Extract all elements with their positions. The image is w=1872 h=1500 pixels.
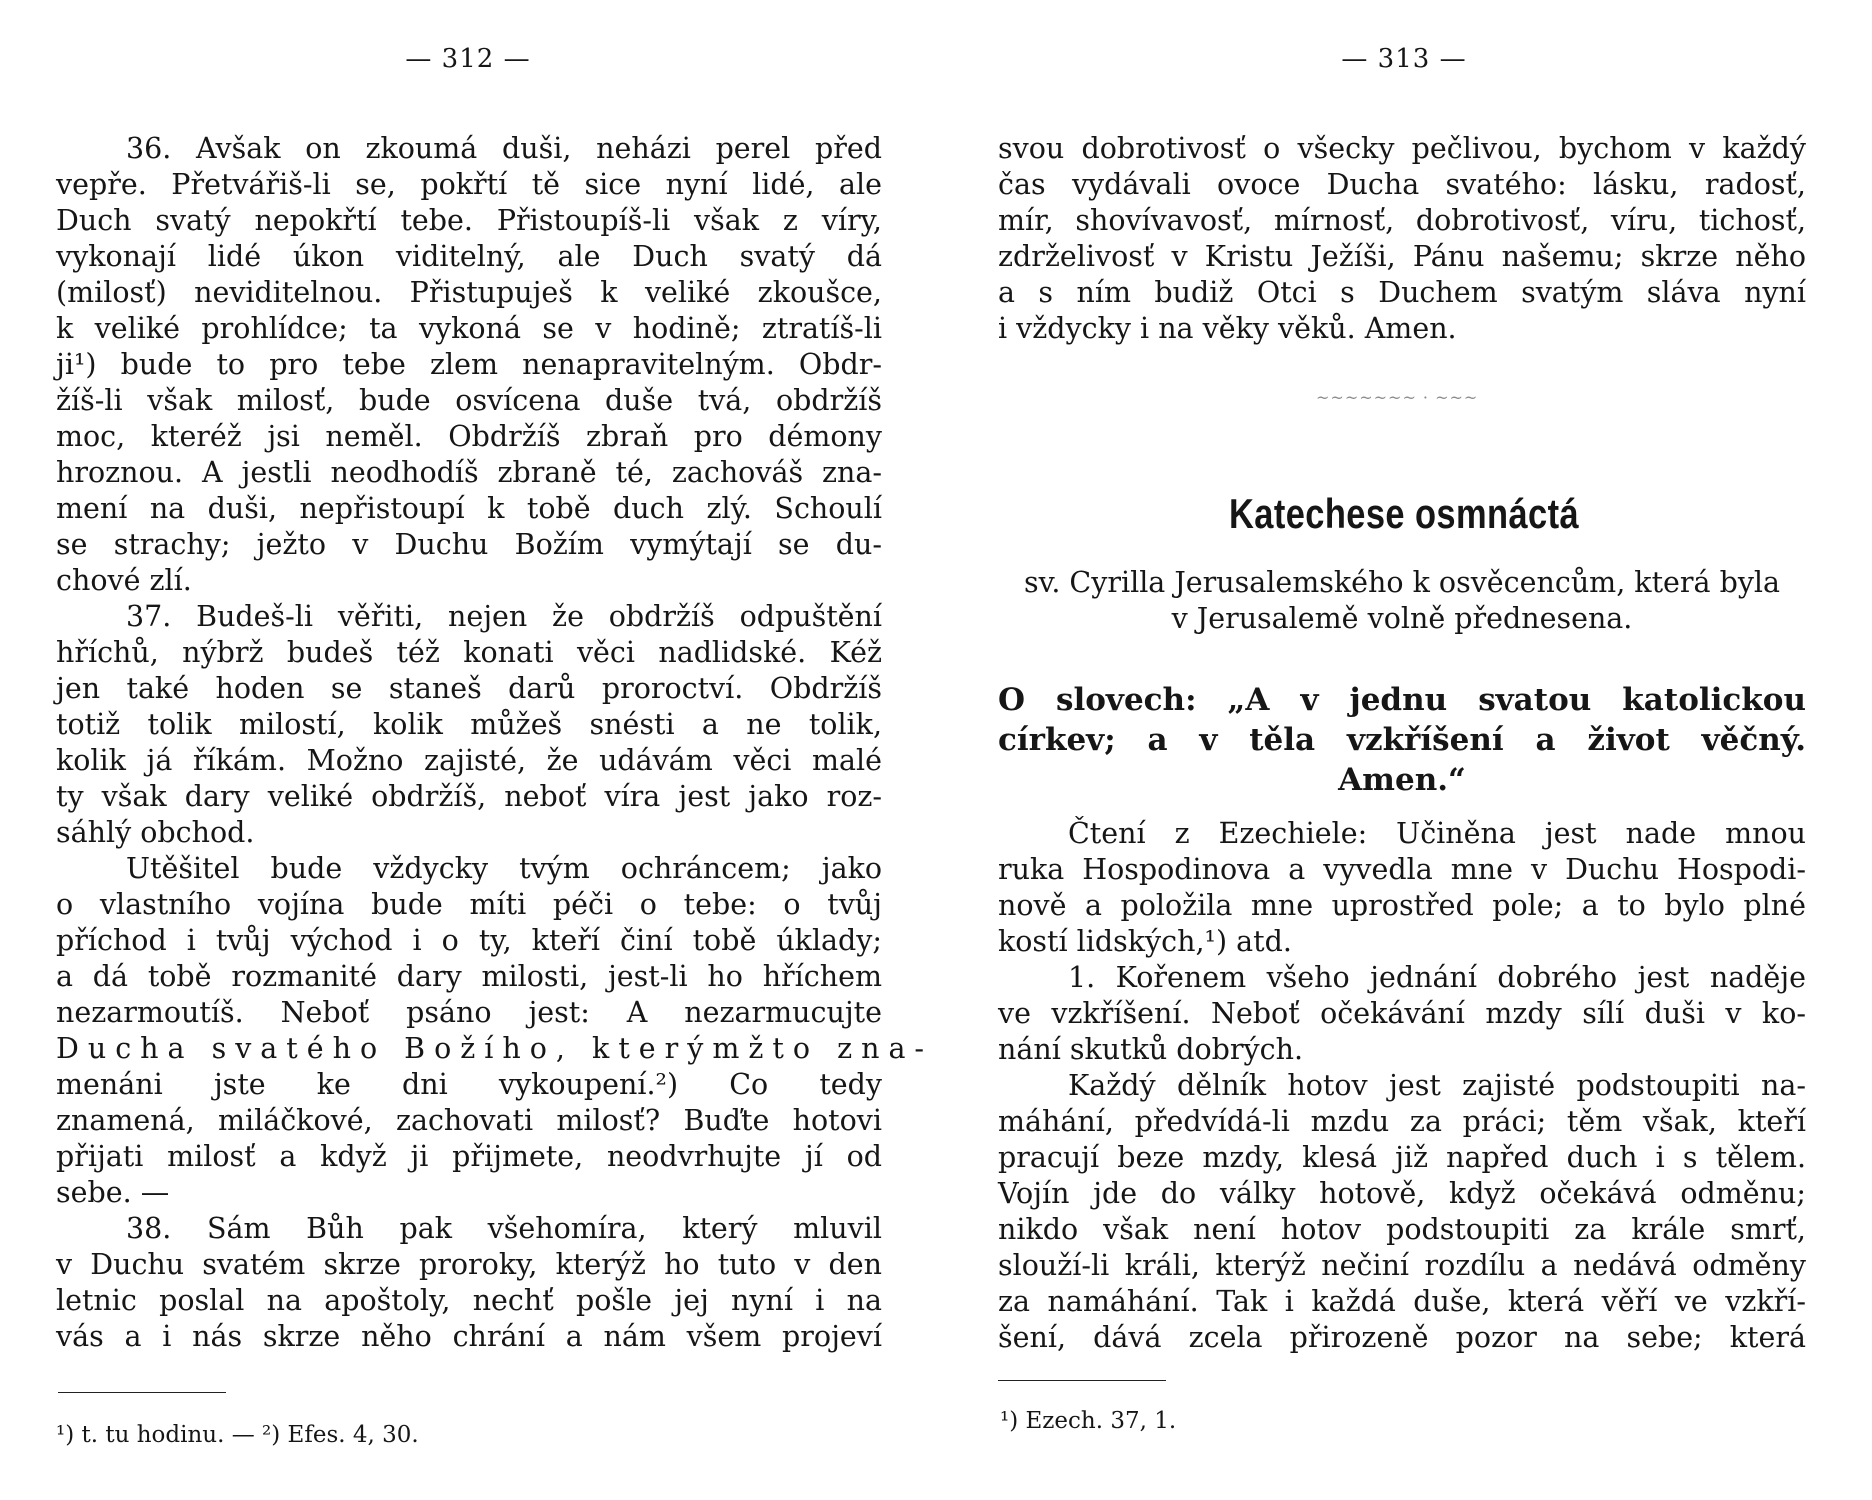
text-line: hroznou. A jestli neodhodíš zbraně té, zachováš zna- (56, 456, 882, 489)
text-line: pracují beze mzdy, klesá již napřed duch i s tělem. (998, 1141, 1806, 1174)
text-line: ve vzkříšení. Neboť očekávání mzdy sílí duši v ko- (998, 997, 1806, 1030)
right-page-body-text (998, 816, 1806, 1356)
right-page-top-text (998, 131, 1806, 347)
text-line: 38. Sám Bůh pak všehomíra, který mluvil (126, 1212, 882, 1245)
text-line: přijati milosť a když ji přijmete, neodvrhujte jí od (56, 1140, 882, 1173)
text-line: ruka Hospodinova a vyvedla mne v Duchu Hospodi- (998, 853, 1806, 886)
footnote-rule-left (58, 1392, 226, 1393)
text-line: čas vydávali ovoce Ducha svatého: lásku, radosť, (998, 168, 1806, 201)
text-line: sebe. — (56, 1176, 170, 1209)
left-page-text (56, 131, 934, 1355)
text-line: (milosť) neviditelnou. Přistupuješ k veliké zkoušce, (56, 276, 882, 309)
text-line: vepře. Přetvářiš-li se, pokřtí tě sice nyní lidé, ale (56, 168, 882, 201)
text-line: máhání, předvídá-li mzdu za práci; těm však, kteří (998, 1105, 1806, 1138)
page-number-right: — 313 — (1341, 44, 1467, 74)
text-line: Vojín jde do války hotově, když očekává odměnu; (998, 1177, 1806, 1210)
text-line: k veliké prohlídce; ta vykoná se v hodině; ztratíš-li (56, 312, 882, 345)
chapter-subtitle (998, 565, 1806, 637)
text-line: se strachy; ježto v Duchu Božím vymýtají se du- (56, 528, 882, 561)
text-line: církev; a v těla vzkříšení a život věčný. (998, 722, 1806, 758)
text-line: totiž tolik milostí, kolik můžeš snésti a ne tolik, (56, 708, 882, 741)
chapter-title: Katechese osmnáctá (1228, 490, 1580, 537)
text-line: ty však dary veliké obdržíš, neboť víra jest jako roz- (56, 780, 882, 813)
text-line: svou dobrotivosť o všecky pečlivou, bychom v každý (998, 132, 1806, 165)
text-line: znamená, miláčkové, zachovati milosť? Buďte hotovi (56, 1104, 882, 1137)
text-line: žíš-li však milosť, bude osvícena duše tvá, obdržíš (56, 384, 882, 417)
text-line: Duch svatý nepokřtí tebe. Přistoupíš-li však z víry, (56, 204, 882, 237)
text-line: 1. Kořenem všeho jednání dobrého jest naděje (1068, 961, 1806, 994)
footnote-left: ¹) t. tu hodinu. — ²) Efes. 4, 30. (56, 1422, 419, 1448)
footnote-right: ¹) Ezech. 37, 1. (1000, 1408, 1177, 1434)
text-line: příchod i tvůj východ i o ty, kteří činí tobě úklady; (56, 924, 882, 957)
text-line: za namáhání. Tak i každá duše, která věří ve vzkří- (998, 1285, 1806, 1318)
text-line: mír, shovívavosť, mírnosť, dobrotivosť, víru, tichosť, (998, 204, 1806, 237)
text-line: zdrželivosť v Kristu Ježíši, Pánu našemu; skrze něho (998, 240, 1806, 273)
text-line: mení na duši, nepřistoupí k tobě duch zlý. Schoulí (56, 492, 882, 525)
right-page (936, 0, 1872, 1500)
text-line: Čtení z Ezechiele: Učiněna jest nade mnou (1068, 817, 1806, 850)
text-line: nání skutků dobrých. (998, 1033, 1304, 1066)
text-line: Amen.“ (1338, 762, 1466, 798)
footnote-rule-right (998, 1380, 1166, 1381)
text-line: nově a položila mne uprostřed pole; a to bylo plné (998, 889, 1806, 922)
section-heading (998, 680, 1806, 800)
text-line: nikdo však není hotov podstoupiti za krále smrť, (998, 1213, 1806, 1246)
text-line: nezarmoutíš. Neboť psáno jest: A nezarmucujte (56, 996, 882, 1029)
text-line: chové zlí. (56, 564, 192, 597)
text-line: O slovech: „A v jednu svatou katolickou (998, 682, 1806, 718)
text-line: i vždycky i na věky věků. Amen. (998, 312, 1457, 345)
text-line: Utěšitel bude vždycky tvým ochráncem; jako (126, 852, 882, 885)
text-line: moc, kteréž jsi neměl. Obdržíš zbraň pro démony (56, 420, 882, 453)
text-line: letnic poslal na apoštoly, nechť pošle jej nyní i na (56, 1284, 882, 1317)
text-line: 37. Budeš-li věřiti, nejen že obdržíš odpuštění (126, 600, 882, 633)
text-line: vás a i nás skrze něho chrání a nám všem projeví (56, 1320, 882, 1353)
text-line: kolik já říkám. Možno zajisté, že udávám věci malé (56, 744, 882, 777)
text-line: o vlastního vojína bude míti péči o tebe: o tvůj (56, 888, 882, 921)
text-line: slouží-li králi, kterýž nečiní rozdílu a nedává odměny (998, 1249, 1806, 1282)
text-line: v Duchu svatém skrze proroky, kterýž ho tuto v den (56, 1248, 882, 1281)
text-line: Každý dělník hotov jest zajisté podstoupiti na- (1068, 1069, 1806, 1102)
text-line: ji¹) bude to pro tebe zlem nenapravitelným. Obdr- (56, 348, 882, 381)
text-line: kostí lidských,¹) atd. (998, 925, 1292, 958)
ornament-divider: ~~~~~~~ · ~~~ (1316, 388, 1479, 407)
text-line: sáhlý obchod. (56, 816, 255, 849)
text-line: jen také hoden se staneš darů proroctví. Obdržíš (56, 672, 882, 705)
text-line: 36. Avšak on zkoumá duši, neházi perel před (126, 132, 882, 165)
text-line: menáni jste ke dni vykoupení.²) Co tedy (56, 1068, 882, 1101)
page-number-left: — 312 — (405, 44, 531, 74)
text-line: Ducha svatého Božího, kterýmžto zna- (56, 1032, 934, 1065)
text-line: šení, dává zcela přirozeně pozor na sebe; která (998, 1321, 1806, 1354)
text-line: v Jerusalemě volně přednesena. (1171, 602, 1633, 635)
text-line: a s ním budiž Otci s Duchem svatým sláva nyní (998, 276, 1806, 309)
text-line: a dá tobě rozmanité dary milosti, jest-li ho hříchem (56, 960, 882, 993)
text-line: vykonají lidé úkon viditelný, ale Duch svatý dá (56, 240, 882, 273)
text-line: sv. Cyrilla Jerusalemského k osvěcencům, která byla (1023, 566, 1781, 599)
text-line: hříchů, nýbrž budeš též konati věci nadlidské. Kéž (56, 636, 882, 669)
